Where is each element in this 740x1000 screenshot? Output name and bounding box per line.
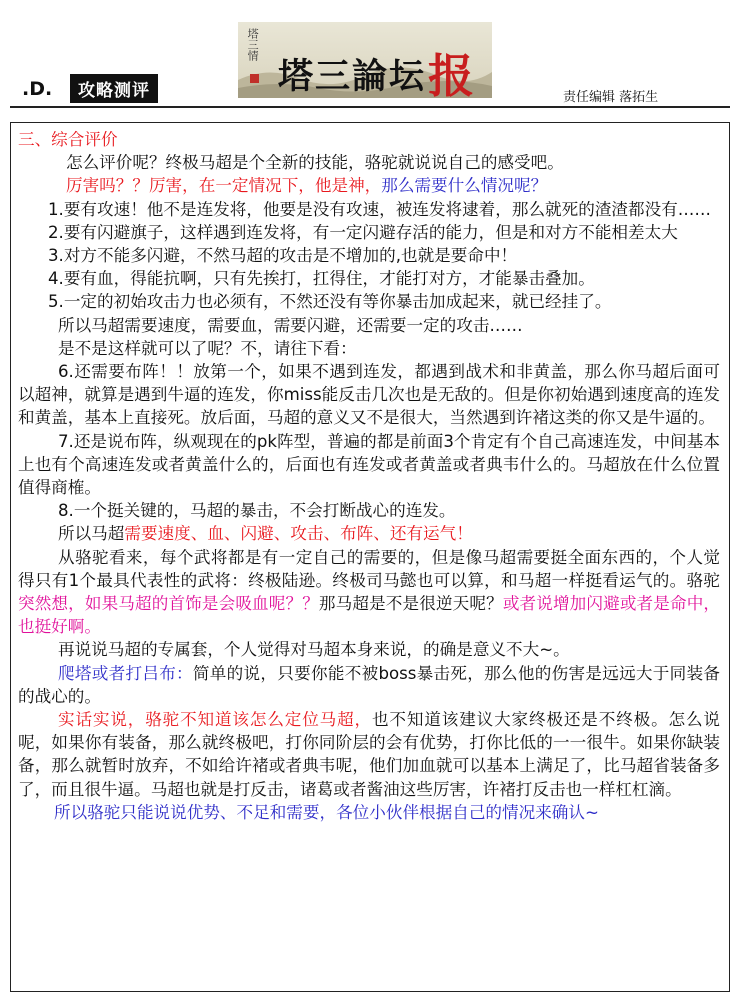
question-blue: 那么需要什么情况呢？ bbox=[381, 176, 548, 196]
point-4: 4.要有血，得能抗啊，只有先挨打，扛得住，才能打对方，才能暴击叠加。 bbox=[48, 269, 595, 289]
opinion-highlight-2: 或者说增加闪避或者是命中，也挺好啊。 bbox=[18, 594, 721, 637]
needs-prefix: 所以马超 bbox=[58, 524, 125, 544]
honest-highlight: 实话实说，骆驼不知道该怎么定位马超， bbox=[58, 710, 372, 730]
tower-label: 爬塔或者打吕布： bbox=[58, 663, 193, 683]
honest-text: 也不知道该建议大家终极还是不终极。怎么说呢，如果你有装备，那么就终极吧，打你同阶层的会有优势，打你比低的一一很牛。如果你缺装备，那么就暂时放弃，不如给许褚或者典韦呢，他们加血就可以基本上满足了，比马超省装备多了，而且很牛逼。马超也就是打反击，诸葛或者酱油这些厉害，许褚打反击也一样杠杠滴。 bbox=[18, 710, 721, 799]
point-2: 2.要有闪避旗子，这样遇到连发将，有一定闪避存活的能力，但是和对方不能相差太大 bbox=[48, 222, 678, 242]
point-5: 5.一定的初始攻击力也必须有，不然还没有等你暴击加成起来，就已经挂了。 bbox=[48, 292, 612, 312]
point-3: 3.对方不能多闪避，不然马超的攻击是不增加的,也就是要命中！ bbox=[48, 246, 518, 266]
conclusion-text: 所以骆驼只能说说优势、不足和需要，各位小伙伴根据自己的情况来确认~ bbox=[54, 802, 599, 822]
section-mark: .D. bbox=[22, 78, 53, 100]
paragraph-exclusive-set: 再说说马超的专属套，个人觉得对马超本身来说，的确是意义不大~。 bbox=[58, 640, 570, 660]
section-tag: 攻略测评 bbox=[70, 74, 158, 103]
paragraph-conclusion bbox=[18, 801, 720, 824]
seal-stamp bbox=[250, 74, 259, 83]
opinion-highlight-1: 突然想，如果马超的首饰是会吸血呢？？ bbox=[18, 594, 319, 614]
paragraph-opinion bbox=[18, 546, 720, 639]
header-divider bbox=[10, 106, 730, 108]
question-red: 厉害吗？？厉害，在一定情况下，他是神， bbox=[66, 176, 382, 196]
opinion-text: 从骆驼看来，每个武将都是有一定自己的需要的，但是像马超需要挺全面东西的，个人觉得只有1个最具代表性的武将：终极陆逊。终极司马懿也可以算，和马超一样挺看运气的。骆驼 bbox=[18, 547, 720, 590]
point-6: 6.还需要布阵！！放第一个，如果不遇到连发，都遇到战术和非黄盖，那么你马超后面可以超神，就算是遇到牛逼的连发，你miss能反击几次也是无敌的。但是你初始遇到速度高的连发和黄盖，基本上直接死。放后面，马超的意义又不是很大，当然遇到许褚这类的你又是牛逼的。 bbox=[18, 362, 720, 428]
editor-credit: 责任编辑 落拓生 bbox=[563, 90, 659, 105]
masthead-title-big: 报 bbox=[428, 49, 477, 98]
tower-text: 简单的说，只要你能不被boss暴击死，那么他的伤害是远远大于同装备的战心的。 bbox=[18, 663, 720, 706]
point-7: 7.还是说布阵，纵观现在的pk阵型，普遍的都是前面3个肯定有个自己高速连发，中间基本上也有个高速连发或者黄盖什么的，后面也有连发或者黄盖或者典韦什么的。马超放在什么位置值得商榷。 bbox=[18, 431, 720, 498]
paragraph-question bbox=[18, 174, 720, 197]
paragraph-summary: 所以马超需要速度，需要血，需要闪避，还需要一定的攻击…… bbox=[58, 315, 523, 335]
paragraph-tower bbox=[18, 662, 720, 708]
masthead-logo bbox=[238, 22, 492, 98]
point-1: 1.要有攻速！他不是连发将，他要是没有攻速，被连发将逮着，那么就死的渣渣都没有…… bbox=[48, 199, 711, 219]
paragraph-intro: 怎么评价呢？终极马超是个全新的技能，骆驼就说说自己的感受吧。 bbox=[66, 153, 564, 173]
needs-highlight: 需要速度、血、闪避、攻击、布阵、还有运气！ bbox=[124, 524, 473, 544]
opinion-middle: 那马超是不是很逆天呢？ bbox=[318, 594, 503, 614]
point-8: 8.一个挺关键的，马超的暴击，不会打断战心的连发。 bbox=[58, 501, 456, 521]
section-heading: 三、综合评价 bbox=[18, 130, 118, 149]
paragraph-transition: 是不是这样就可以了呢？不，请往下看： bbox=[58, 338, 357, 358]
masthead-title-prefix: 塔三論坛 bbox=[278, 56, 427, 97]
paragraph-needs bbox=[18, 522, 720, 545]
masthead-title bbox=[278, 36, 476, 98]
page-header bbox=[0, 0, 740, 115]
paragraph-honest bbox=[18, 708, 720, 801]
masthead-seal-text: 塔三情 bbox=[246, 28, 260, 61]
article-body bbox=[18, 128, 720, 824]
